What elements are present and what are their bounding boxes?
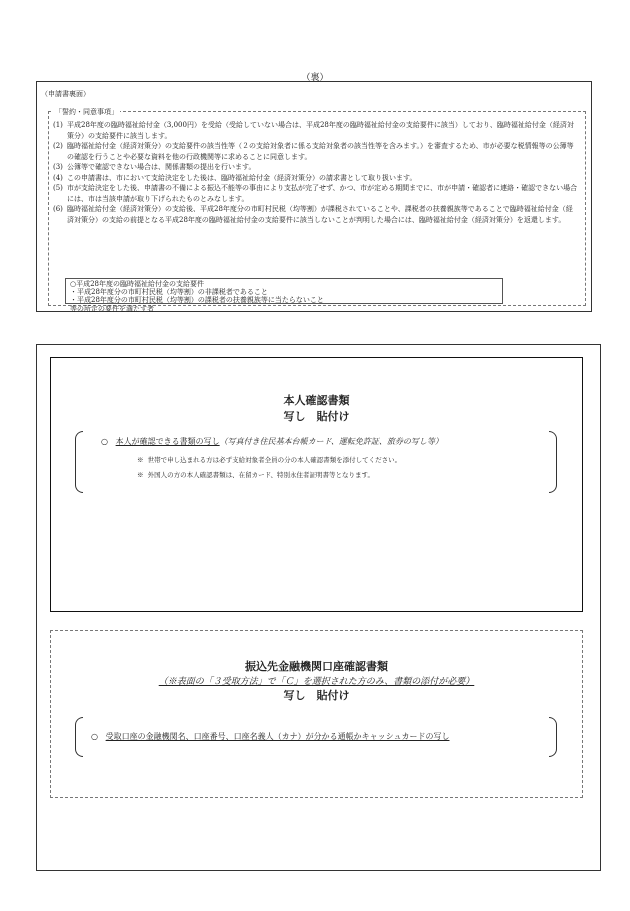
oath-list (53, 120, 579, 225)
id-section-title: 本人確認書類 (283, 394, 350, 407)
right-bracket (549, 431, 557, 493)
id-section-subtitle: 写し 貼付け (283, 410, 350, 423)
requirement-line: ・平成28年度分の市町村民税（均等割）の課税者の扶養親族等に当たらないこと (70, 296, 324, 305)
bank-paste-label: 写し 貼付け (283, 689, 350, 702)
oath-item: (5) 市が支給決定をした後、申請書の不備による振込不能等の事由により支払が完了せず、かつ、市が定める期間までに、市が申請・確認者に連絡・確認できない場合には、市は当該申請が取り下げられたものとみなします。 (53, 184, 578, 203)
oath-item: (1) 平成28年度の臨時福祉給付金（3,000円）を受給（受給していない場合は、平成28年度の臨時福祉給付金の支給要件に該当）しており、臨時福祉給付金（経済対策分）の支給要件に該当します。 (53, 121, 574, 140)
id-note-2: ※ 外国人の方の本人確認書類は、在留カード、特別永住者証明書等となります。 (137, 471, 375, 479)
requirement-line: ○平成28年度の臨時福祉給付金の支給要件 (70, 280, 205, 288)
bank-section-title: 振込先金融機関口座確認書類 (245, 660, 388, 673)
requirements-box (65, 278, 503, 313)
form-label: （申請書裏面） (41, 90, 90, 98)
oath-item: (6) 臨時福祉給付金（経済対策分）の支給後、平成28年度分の市町村民税（均等割）が課税されていることや、課税者の扶養親族等であることで臨時福祉給付金（経済対策分）の支給の前提となる平成28年度の臨時福祉給付金の支給要件に該当しないことが判明した場合には、臨時福祉給付金（経済対策分）を返還します。 (53, 205, 573, 224)
requirement-line: ・平成28年度分の市町村民税（均等割）の非課税者であること (70, 288, 268, 297)
oath-section (36, 81, 592, 312)
bank-section-subtitle: （※表面の「３受取方法」で「Ｃ」を選択された方のみ、書類の添付が必要） (158, 677, 475, 687)
bank-document-paste-area[interactable] (50, 630, 583, 798)
oath-item: (3) 公簿等で確認できない場合は、関係書類の提出を行います。 (53, 163, 256, 171)
requirement-line: 等の所定の要件を満たす者 (70, 304, 154, 313)
oath-item: (2) 臨時福祉給付金（経済対策分）の支給要件の該当性等（２の支給対象者に係る支給対象者の該当性等を含みます。）を審査するため、市が必要な税情報等の公簿等の確認を行うことや必要な資料を他の行政機関等に求めることに同意します。 (53, 142, 574, 161)
id-note-1: ※ 世帯で申し込まれる方は必ず支給対象者全員の分の本人確認書類を添付してください。 (137, 456, 402, 464)
right-bracket (549, 717, 557, 757)
oath-item: (4) この申請書は、市において支給決定をした後は、臨時福祉給付金（経済対策分）の請求書として取り扱います。 (53, 173, 417, 182)
left-bracket (75, 717, 83, 757)
bank-main-text: 受取口座の金融機関名、口座番号、口座名義人（カナ）が分かる通帳かキャッシュカードの写し (105, 732, 450, 741)
left-bracket (75, 431, 83, 493)
oath-title: 「誓約・同意事項」 (55, 108, 118, 116)
id-main-underlined: 本人が確認できる書類の写し (115, 437, 220, 446)
oath-box (48, 108, 586, 313)
id-main-italic: （写真付き住民基本台帳カード、運転免許証、旅券の写し等） (219, 437, 443, 446)
page-side-label: （裏） (301, 73, 329, 83)
id-document-paste-area[interactable] (50, 357, 583, 612)
bank-main-line: ○ 受取口座の金融機関名、口座番号、口座名義人（カナ）が分かる通帳かキャッシュカードの写し (91, 732, 450, 741)
id-main-line: ○ 本人が確認できる書類の写し（写真付き住民基本台帳カード、運転免許証、旅券の写し等） (101, 437, 443, 446)
